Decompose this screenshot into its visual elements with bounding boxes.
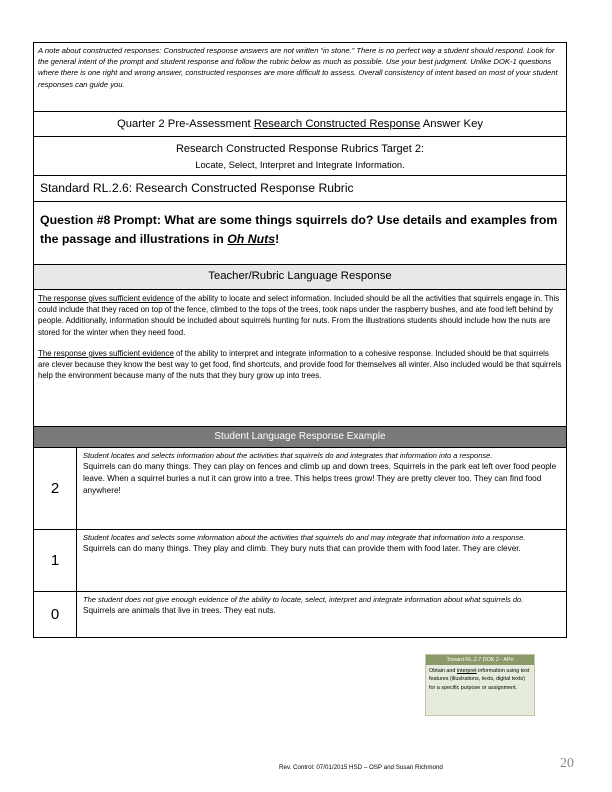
score-row-0 [34,592,566,637]
quarter-prefix: Quarter 2 Pre-Assessment [116,118,254,130]
quarter-underlined: Research Constructed Response [253,118,421,130]
constructed-response-note: A note about constructed responses: Constructed response answers are not written “in stone.” There is no perfect way a student should respond. Look for the general intent of the prompt and student response and follow the rubric below as much as possible. Use your best judgment. Unlike DOK-1 questions where there is one right and wrong answer, constructed responses are more difficult to assess. Overall consistency of intent based on most of your student responses can guide you. [34,43,566,112]
teacher-response-body [34,290,566,427]
score-value: 1 [34,530,77,591]
score-example: Squirrels can do many things. They play and climb. They bury nuts that can provide them with food later. They are clever. [83,544,521,554]
teacher-para1-rest: of the ability to locate and select information. Included should be all the activities that squirrels engage in. This could include that they raced on top of the fence, climbed to the tops of the trees, took naps under the raspberry bushes, and ate food left behind by people. Additionally, information should be included about squirrels hunting for nuts. From the illustrations students should include how the nuts are stored for the winter when they need food. [38,294,560,337]
target-box-text-post: information using text features (illustrations, texts, digital texts) for a specific purpose or assignment. [429,668,530,691]
student-response-heading: Student Language Response Example [34,427,566,448]
question-prompt [34,202,566,265]
score-row-2 [34,448,566,530]
teacher-paragraph-2 [38,348,562,382]
target-box-underlined: interpret [456,668,477,674]
rubric-target-subtitle: Locate, Select, Interpret and Integrate Information. [195,159,405,170]
teacher-response-heading: Teacher/Rubric Language Response [34,265,566,290]
standard-heading: Standard RL.2.6: Research Constructed Response Rubric [34,176,566,202]
score-description: The student does not give enough evidence of the ability to locate, select, interpret and integrate information about what squirrels do. [83,595,524,604]
score-description: Student locates and selects some information about the activities that squirrels do and may integrate that information into a response. [83,533,526,542]
target-box-text-pre: Obtain and [429,668,457,674]
target-box-heading: Toward RL.2.7 DOK 2 - APn [426,655,534,665]
prompt-end: ! [275,232,280,246]
answer-key-document [33,42,567,638]
quarter-title [34,112,566,137]
standard-target-box [425,654,535,716]
score-value: 2 [34,448,77,529]
score-example: Squirrels can do many things. They can play on fences and climb up and down trees. Squirrels in the park eat left over food people leave. When a squirrel buries a nut it can grow into a tree. This helps trees grow! They are pretty clever too. They can find food anywhere! [83,462,557,495]
teacher-para2-rest: of the ability to interpret and integrate information to a cohesive response. Included should be that squirrels are clever because they know the best way to get food, find shortcuts, and provide food for themselves all winter. Also included would be that squirrels help the environment because many of the nuts that they bury grow up into trees. [38,348,562,381]
teacher-para2-lead: The response gives sufficient evidence [38,348,174,358]
target-box-text [429,667,531,692]
teacher-paragraph-1 [38,293,562,338]
score-value: 0 [34,592,77,637]
score-text [77,592,566,637]
quarter-suffix: Answer Key [420,118,484,130]
score-text [77,530,566,591]
prompt-text: Question #8 Prompt: What are some things squirrels do? Use details and examples from the passage and illustrations in [40,213,558,246]
teacher-para1-lead: The response gives sufficient evidence [38,294,174,303]
score-row-1 [34,530,566,592]
prompt-title-ref: Oh Nuts [227,232,276,246]
score-example: Squirrels are animals that live in trees. They eat nuts. [83,606,276,616]
score-description: Student locates and selects information about the activities that squirrels do and integrates that information into a response. [83,451,493,460]
score-text [77,448,566,529]
footer-revision: Rev. Control: 07/01/2015 HSD – OSP and Susan Richmond [279,764,443,771]
rubric-target-title: Research Constructed Response Rubrics Target 2: [175,143,425,155]
rubric-target [34,137,566,176]
page-number: 20 [560,756,574,771]
